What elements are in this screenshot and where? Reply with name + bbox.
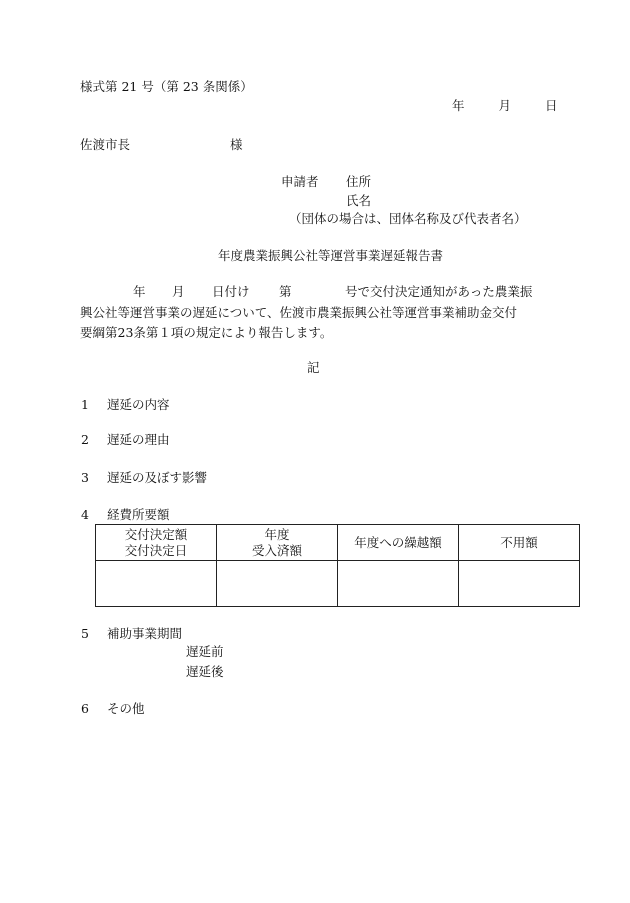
period-before-label: 遅延前 [186,644,224,659]
ki-heading: 記 [307,360,320,375]
item-label: 補助事業期間 [107,626,183,641]
table-cell[interactable] [217,561,338,607]
header-line: 年度への繰越額 [354,534,442,550]
form-number: 様式第 21 号（第 23 条関係） [80,79,253,94]
period-after-label: 遅延後 [186,664,224,679]
header-cell [459,525,580,561]
header-cell [217,525,338,561]
item-label: その他 [107,701,145,716]
document-title: 年度農業振興公社等運営事業遅延報告書 [218,248,444,263]
applicant-note: （団体の場合は、団体名称及び代表者名） [289,211,527,226]
date-line [452,100,558,113]
addressee-name: 佐渡市長 [80,137,131,152]
item-number: 5 [81,626,89,641]
body-line-2: 興公社等運営事業の遅延について、佐渡市農業振興公社等運営事業補助金交付 [80,305,518,320]
header-line: 受入済額 [251,542,302,558]
cost-table [95,524,580,607]
applicant-label: 申請者 [281,174,319,189]
table-header-row [96,525,580,561]
item-number: 3 [81,470,89,485]
item-label: 経費所要額 [107,507,170,522]
addressee-honorific: 様 [230,137,243,152]
item-number: 1 [81,397,89,412]
item-number: 4 [81,507,89,522]
table-row [96,561,580,607]
date-year: 年 [452,98,465,113]
date-month: 月 [498,98,512,113]
date-day: 日 [545,98,558,113]
applicant-address-label: 住所 [346,174,372,189]
body-month: 月 [172,284,185,299]
header-line: 交付決定額 [124,526,188,542]
item-number: 2 [81,432,89,447]
body-line-3: 要綱第23条第１項の規定により報告します。 [80,325,333,340]
table-cell[interactable] [338,561,459,607]
header-cell [338,525,459,561]
item-label: 遅延の理由 [107,432,170,447]
body-dai: 第 [279,284,292,299]
header-cell [96,525,217,561]
item-label: 遅延の内容 [107,397,170,412]
body-rest: 号で交付決定通知があった農業振 [345,284,533,299]
body-year: 年 [133,284,146,299]
header-line: 年度 [264,526,290,542]
item-number: 6 [81,701,89,716]
table-cell[interactable] [96,561,217,607]
header-line: 交付決定日 [124,542,188,558]
body-day: 日付け [212,284,250,299]
header-line: 不用額 [500,534,538,550]
applicant-name-label: 氏名 [346,193,372,208]
addressee [80,137,243,152]
table-cell[interactable] [459,561,580,607]
item-label: 遅延の及ぼす影響 [107,470,208,485]
